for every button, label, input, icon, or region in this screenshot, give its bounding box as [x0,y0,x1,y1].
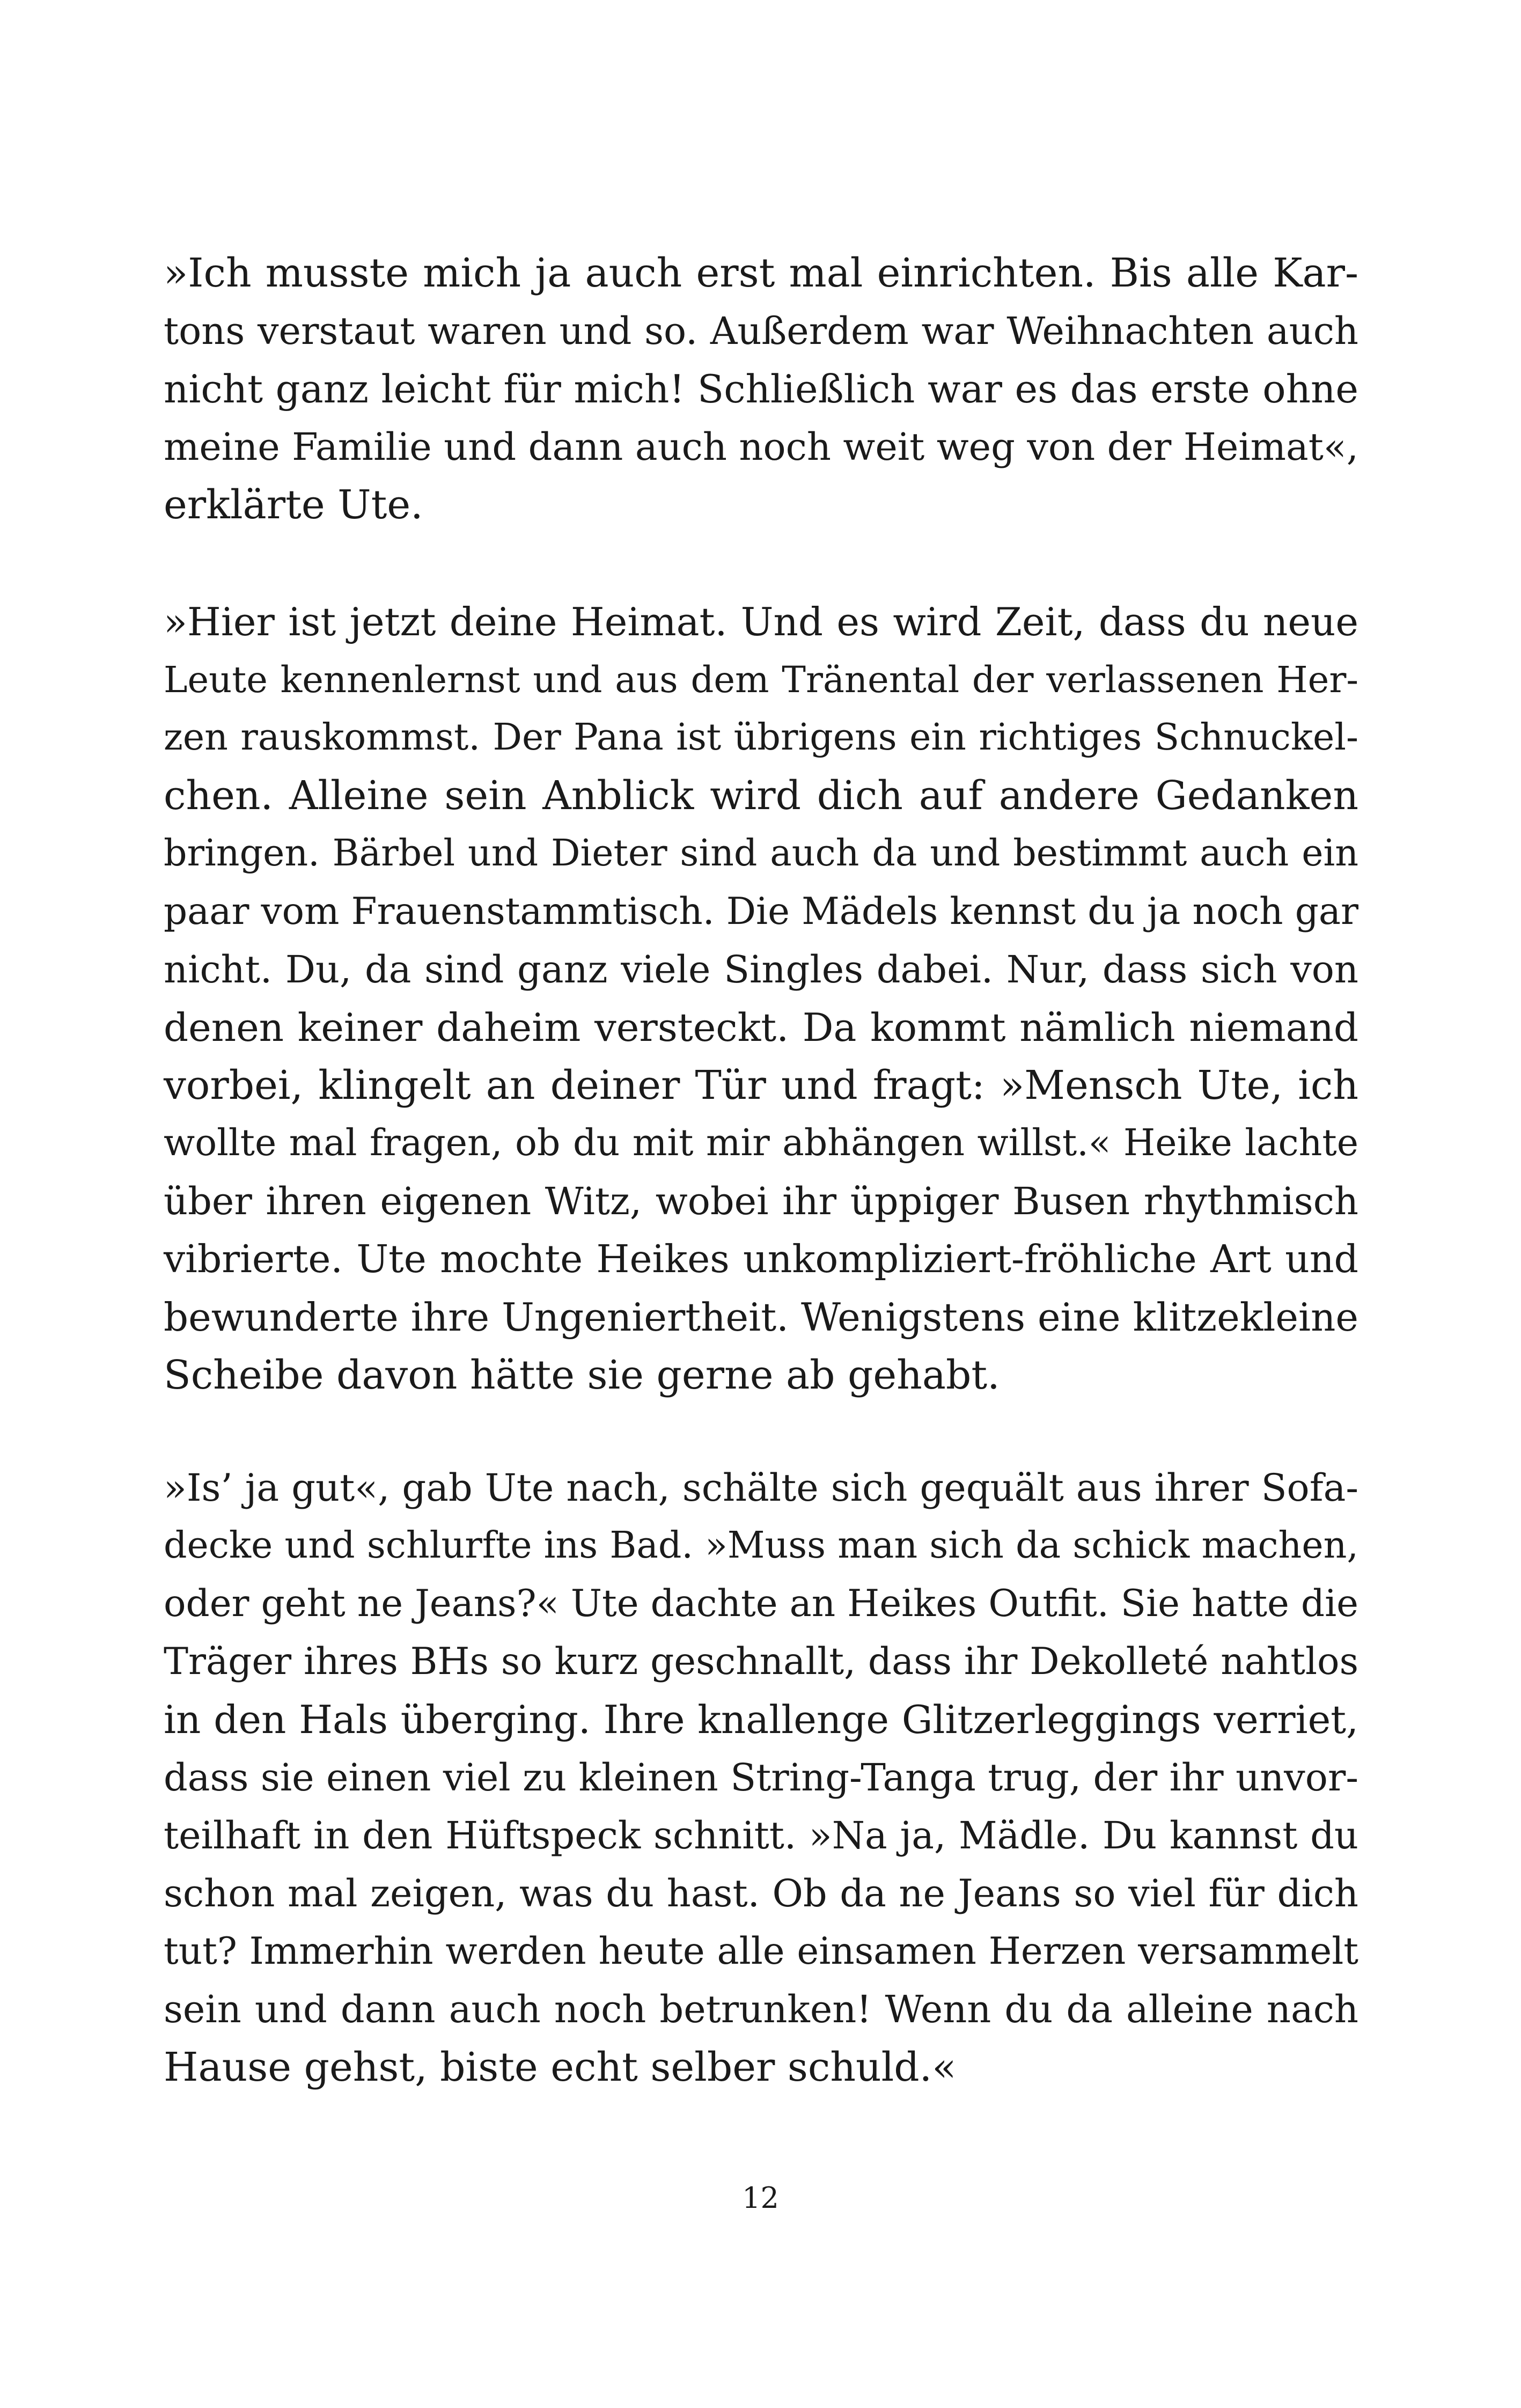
paragraph-1 [164,244,1358,534]
text-line: Hause gehst, biste echt selber schuld.« [164,2044,957,2090]
text-line: »Ich musste mich ja auch erst mal einrichten. Bis alle Kar- [164,250,1358,296]
text-line: oder geht ne Jeans?« Ute dachte an Heikes Outfit. Sie hatte die [164,1582,1358,1625]
text-line: denen keiner daheim versteckt. Da kommt nämlich niemand [164,1005,1358,1050]
text-line: Leute kennenlernst und aus dem Tränental der verlassenen Her- [164,659,1358,701]
text-line: paar vom Frauenstammtisch. Die Mädels kennst du ja noch gar [164,890,1358,933]
text-line: schon mal zeigen, was du hast. Ob da ne Jeans so viel für dich [164,1871,1358,1915]
text-line: sein und dann auch noch betrunken! Wenn du da alleine nach [164,1987,1358,2031]
text-line: »Is’ ja gut«, gab Ute nach, schälte sich gequält aus ihrer Sofa- [164,1466,1358,1510]
text-line: decke und schlurfte ins Bad. »Muss man sich da schick machen, [164,1524,1358,1567]
text-line: »Hier ist jetzt deine Heimat. Und es wird Zeit, dass du neue [164,599,1358,644]
text-line: chen. Alleine sein Anblick wird dich auf andere Gedanken [164,773,1358,819]
page-number: 12 [742,2181,779,2215]
text-line: teilhaft in den Hüftspeck schnitt. »Na ja, Mädle. Du kannst du [164,1814,1358,1858]
text-line: tut? Immerhin werden heute alle einsamen Herzen versammelt [164,1930,1358,1973]
text-line: bewunderte ihre Ungeniertheit. Wenigstens eine klitzekleine [164,1295,1358,1340]
text-line: wollte mal fragen, ob du mit mir abhängen willst.« Heike lachte [164,1122,1358,1164]
text-line: erklärte Ute. [164,482,423,528]
text-line: bringen. Bärbel und Dieter sind auch da und bestimmt auch ein [164,832,1358,875]
text-line: Träger ihres BHs so kurz geschnallt, dass ihr Dekolleté nahtlos [164,1640,1358,1683]
text-line: nicht ganz leicht für mich! Schließlich war es das erste ohne [164,366,1358,412]
text-line: über ihren eigenen Witz, wobei ihr üppiger Busen rhythmisch [164,1179,1358,1223]
text-line: tons verstaut waren und so. Außerdem war Weihnachten auch [164,309,1358,353]
text-line: vibrierte. Ute mochte Heikes unkompliziert-fröhliche Art und [164,1237,1358,1281]
paragraph-3 [164,1459,1358,2096]
text-line: zen rauskommst. Der Pana ist übrigens ein richtiges Schnuckel- [164,716,1358,759]
text-line: in den Hals überging. Ihre knallenge Glitzerleggings verriet, [164,1697,1358,1742]
text-line: nicht. Du, da sind ganz viele Singles dabei. Nur, dass sich von [164,948,1358,992]
text-line: meine Familie und dann auch noch weit weg von der Heimat«, [164,425,1358,469]
text-line: dass sie einen viel zu kleinen String-Tanga trug, der ihr unvor- [164,1756,1358,1800]
text-line: Scheibe davon hätte sie gerne ab gehabt. [164,1352,1000,1398]
paragraph-2 [164,593,1358,1404]
text-line: vorbei, klingelt an deiner Tür und fragt: »Mensch Ute, ich [164,1062,1358,1108]
